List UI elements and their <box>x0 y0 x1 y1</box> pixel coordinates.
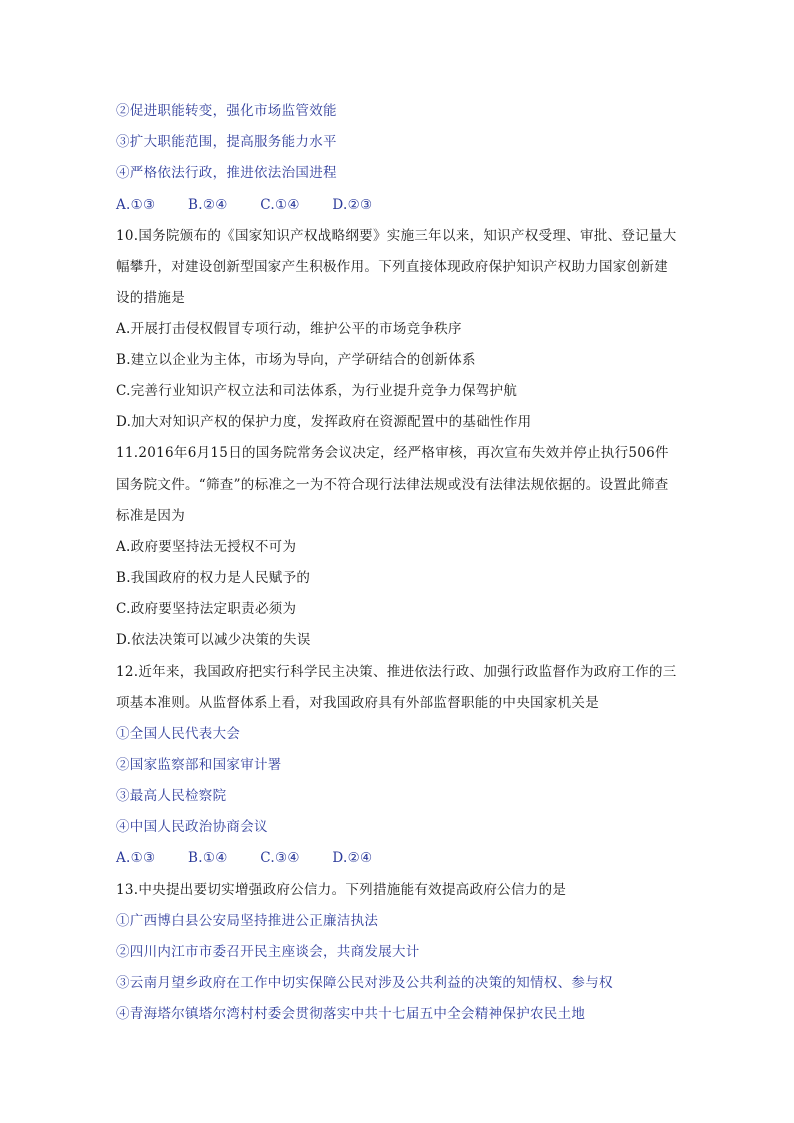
q9-choice-c: C.①④ <box>260 197 300 213</box>
q10-option-d: D.加大对知识产权的保护力度，发挥政府在资源配置中的基础性作用 <box>116 414 532 430</box>
q10-stem-line-2: 幅攀升，对建设创新型国家产生积极作用。下列直接体现政府保护知识产权助力国家创新建 <box>116 259 668 275</box>
q11-stem-line-3: 标准是因为 <box>116 508 185 524</box>
q12-choice-a: A.①③ <box>116 850 156 866</box>
q11-option-d: D.依法决策可以减少决策的失误 <box>116 632 311 648</box>
q12-choice-b: B.①④ <box>188 850 228 866</box>
q11-option-b: B.我国政府的权力是人民赋予的 <box>116 570 311 586</box>
q13-item-3: ③云南月望乡政府在工作中切实保障公民对涉及公共利益的决策的知情权、参与权 <box>116 975 613 991</box>
q11-option-a: A.政府要坚持法无授权不可为 <box>116 539 297 555</box>
q12-item-4: ④中国人民政治协商会议 <box>116 819 268 835</box>
q12-item-2: ②国家监察部和国家审计署 <box>116 757 282 773</box>
q12-choices <box>116 848 686 868</box>
q9-choice-d: D.②③ <box>332 197 373 213</box>
q12-choice-d: D.②④ <box>332 850 373 866</box>
q9-option-2: ②促进职能转变，强化市场监管效能 <box>116 103 337 119</box>
q11-stem-line-2: 国务院文件。“筛查”的标准之一为不符合现行法律法规或没有法律法规依据的。设置此筛查 <box>116 477 669 493</box>
q12-item-3: ③最高人民检察院 <box>116 788 227 804</box>
q9-choices <box>116 195 686 215</box>
q9-choice-a: A.①③ <box>116 197 156 213</box>
q13-item-2: ②四川内江市市委召开民主座谈会，共商发展大计 <box>116 944 420 960</box>
q12-stem-line-2: 项基本准则。从监督体系上看，对我国政府具有外部监督职能的中央国家机关是 <box>116 695 599 711</box>
q13-item-1: ①广西博白县公安局坚持推进公正廉洁执法 <box>116 913 379 929</box>
q9-choice-b: B.②④ <box>188 197 228 213</box>
q10-option-a: A.开展打击侵权假冒专项行动，维护公平的市场竞争秩序 <box>116 321 462 337</box>
q11-stem-line-1: 11.2016年6月15日的国务院常务会议决定，经严格审核，再次宣布失效并停止执行506件 <box>116 445 669 461</box>
q13-item-4: ④青海塔尔镇塔尔湾村村委会贯彻落实中共十七届五中全会精神保护农民土地 <box>116 1006 586 1022</box>
q13-stem-line-1: 13.中央提出要切实增强政府公信力。下列措施能有效提高政府公信力的是 <box>116 882 567 898</box>
q12-stem-line-1: 12.近年来，我国政府把实行科学民主决策、推进依法行政、加强行政监督作为政府工作的三 <box>116 664 677 680</box>
q12-item-1: ①全国人民代表大会 <box>116 726 241 742</box>
q9-option-4: ④严格依法行政，推进依法治国进程 <box>116 165 337 181</box>
q9-option-3: ③扩大职能范围，提高服务能力水平 <box>116 134 337 150</box>
q12-choice-c: C.③④ <box>260 850 300 866</box>
q10-option-b: B.建立以企业为主体，市场为导向，产学研结合的创新体系 <box>116 352 476 368</box>
q10-stem-line-3: 设的措施是 <box>116 290 185 306</box>
q10-option-c: C.完善行业知识产权立法和司法体系，为行业提升竞争力保驾护航 <box>116 383 518 399</box>
q10-stem-line-1: 10.国务院颁布的《国家知识产权战略纲要》实施三年以来，知识产权受理、审批、登记量大 <box>116 228 677 244</box>
q11-option-c: C.政府要坚持法定职责必须为 <box>116 601 297 617</box>
